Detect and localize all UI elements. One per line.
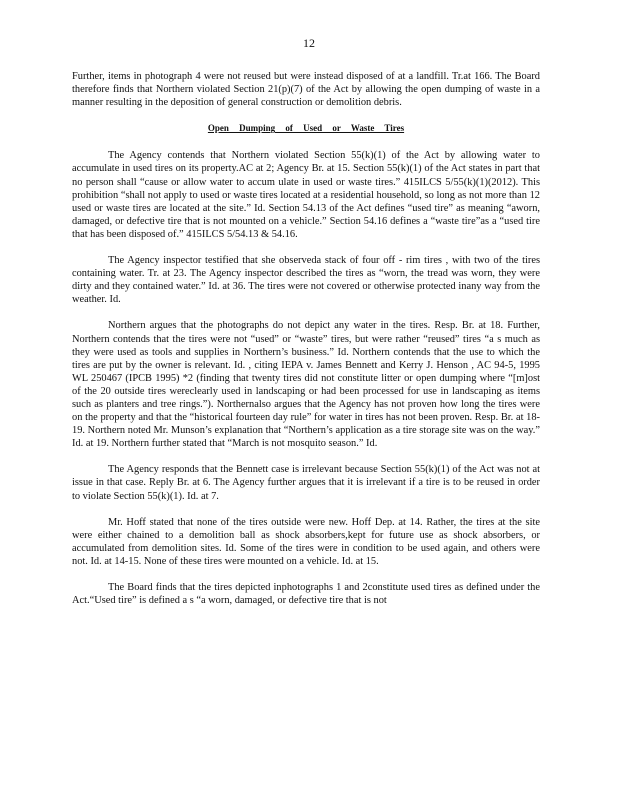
section-heading: Open Dumping of Used or Waste Tires: [207, 123, 405, 134]
paragraph-board-finds: The Board finds that the tires depicted inphotographs 1 and 2constitute used tires as defined under the Act.“Used tire” is defined a s “a worn, damaged, or defective tire that is not: [72, 582, 540, 607]
page-number: 12: [303, 36, 315, 50]
document-body: [72, 70, 540, 620]
paragraph-northern-argues: Northern argues that the photographs do not depict any water in the tires. Resp. Br. at 18. Further, Northern contends that the tires were not “used” or “waste” tires, but were rather “reused” tires “a s much as they were used as tools and supplies in Northern’s business.” Id. Northern contends that the use to which the tires are put by the owner is relevant. Id. , citing IEPA v. James Bennett and Kerry J. Henson , AC 94-5, 1995 WL 250467 (IPCB 1995) *2 (finding that twenty tires did not constitute litter or open dumping where “[m]ost of the 20 outside tires wereclearly used in landscaping or had been processed for use in landscaping as items such as planters and tree rings.”). Northernalso argues that the Agency has not proven how long the tires were on the property and that the “historical fourteen day rule” for water in tires has not been proven. Resp. Br. at 18-19. Northern noted Mr. Munson’s explanation that “Northern’s application as a tire storage site was on the way.” Id. at 19. Northern further stated that “March is not mosquito season.” Id.: [72, 320, 540, 450]
paragraph-hoff-statement: Mr. Hoff stated that none of the tires outside were new. Hoff Dep. at 14. Rather, the tires at the site were either chained to a demolition ball as shock absorbers,kept for future use as shock absorbers, or accumulated from demolition sites. Id. Some of the tires were in condition to be used again, and others were not. Id. at 14-15. None of these tires were mounted on a vehicle. Id. at 15.: [72, 516, 540, 567]
paragraph-agency-contends: The Agency contends that Northern violated Section 55(k)(1) of the Act by allowing water to accumulate in used tires on its property.AC at 2; Agency Br. at 15. Section 55(k)(1) of the Act states in part that no person shall “cause or allow water to accum ulate in used or waste tires.” 415ILCS 5/55(k)(1)(2012). This prohibition “shall not apply to used or waste tires located at a residential household, so long as not more than 12 used or waste tires are located at the site.” Id. Section 54.13 of the Act defines “used tire” as meaning “aworn, damaged, or defective tire that is not mounted on a vehicle.” Section 54.16 defines a “waste tire”as a “used tire that has been disposed of.” 415ILCS 5/54.13 & 54.16.: [72, 150, 540, 240]
paragraph-agency-responds: The Agency responds that the Bennett case is irrelevant because Section 55(k)(1) of the Act was not at issue in that case. Reply Br. at 6. The Agency further argues that it is irrelevant if a tire is to be reused in order to violate Section 55(k)(1). Id. at 7.: [72, 464, 540, 502]
paragraph-open-dumping-debris-finding: Further, items in photograph 4 were not reused but were instead disposed of at a landfill. Tr.at 166. The Board therefore finds that Northern violated Section 21(p)(7) of the Act by allowing the open dumping of waste in a manner resulting in the deposition of general construction or demolition debris.: [72, 71, 540, 109]
paragraph-inspector-testimony: The Agency inspector testified that she observeda stack of four off - rim tires , with two of the tires containing water. Tr. at 23. The Agency inspector described the tires as “worn, the tread was worn, they were dirty and they contained water.” Id. at 36. The tires were not covered or otherwise protected inany way from the weather. Id.: [72, 255, 540, 306]
